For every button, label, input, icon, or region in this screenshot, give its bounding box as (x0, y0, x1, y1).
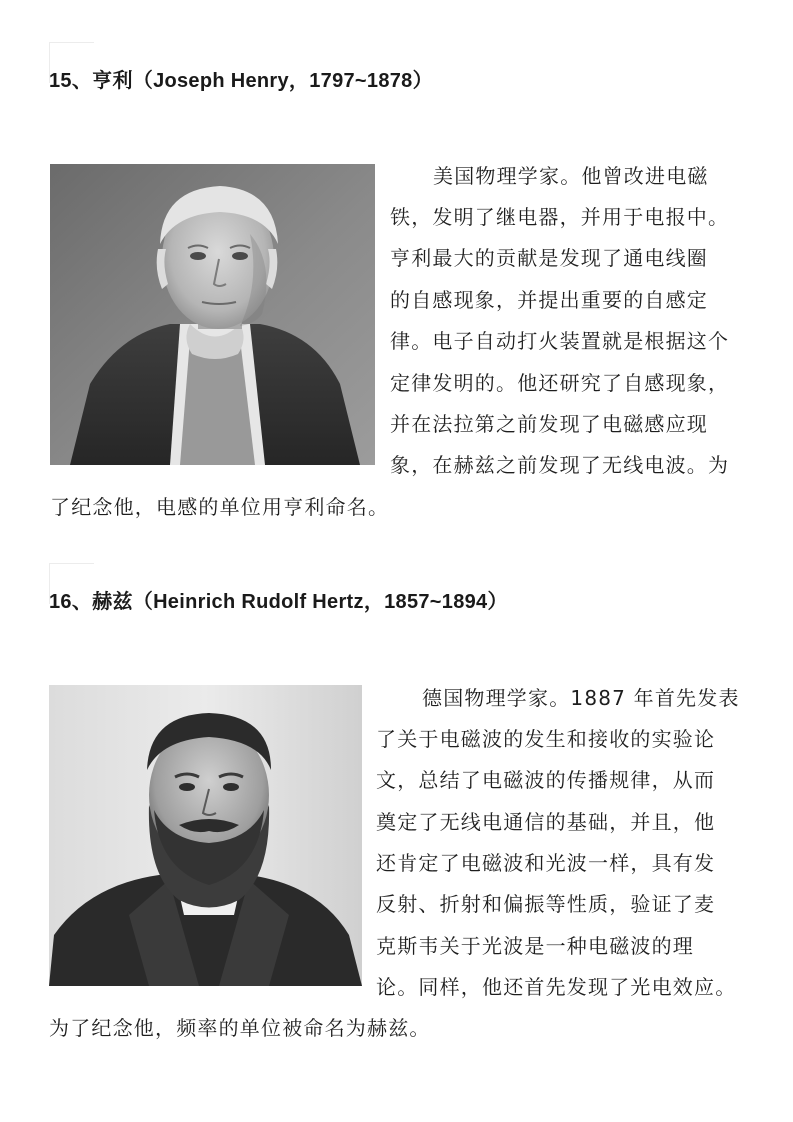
section-heading (49, 587, 508, 616)
scientist-name-detail: （Heinrich Rudolf Hertz，1857~1894） (132, 591, 508, 613)
section-number: 16、 (49, 591, 93, 613)
scientist-name-cn: 亨利 (92, 68, 133, 92)
section-number: 15、 (49, 70, 93, 92)
hertz-portrait (49, 685, 362, 986)
paragraph-line: 的自感现象，并提出重要的自感定 (390, 288, 708, 312)
paragraph-line: 克斯韦关于光波是一种电磁波的理 (376, 934, 694, 958)
paragraph-line: 亨利最大的贡献是发现了通电线圈 (390, 246, 708, 270)
paragraph-line: 奠定了无线电通信的基础，并且，他 (376, 810, 716, 834)
section-heading (49, 66, 433, 95)
paragraph-line: 了纪念他，电感的单位用亨利命名。 (50, 495, 390, 519)
paragraph-line: 美国物理学家。他曾改进电磁 (433, 164, 709, 188)
paragraph-line: 论。同样，他还首先发现了光电效应。 (376, 975, 737, 999)
henry-portrait (50, 164, 375, 465)
scientist-name-detail: （Joseph Henry，1797~1878） (132, 70, 433, 92)
paragraph-line: 反射、折射和偏振等性质，验证了麦 (376, 892, 716, 916)
paragraph-line: 并在法拉第之前发现了电磁感应现 (390, 412, 708, 436)
paragraph-line: 还肯定了电磁波和光波一样，具有发 (376, 851, 716, 875)
paragraph-line: 了关于电磁波的发生和接收的实验论 (376, 727, 716, 751)
paragraph-line: 德国物理学家。1887 年首先发表 (422, 686, 740, 710)
paragraph-line: 铁，发明了继电器，并用于电报中。 (390, 205, 730, 229)
paragraph-line: 为了纪念他，频率的单位被命名为赫兹。 (49, 1016, 431, 1040)
paragraph-line: 象，在赫兹之前发现了无线电波。为 (390, 453, 730, 477)
paragraph-line: 文，总结了电磁波的传播规律，从而 (376, 768, 716, 792)
paragraph-line: 定律发明的。他还研究了自感现象， (390, 371, 730, 395)
scientist-name-cn: 赫兹 (92, 589, 133, 613)
paragraph-line: 律。电子自动打火装置就是根据这个 (390, 329, 730, 353)
